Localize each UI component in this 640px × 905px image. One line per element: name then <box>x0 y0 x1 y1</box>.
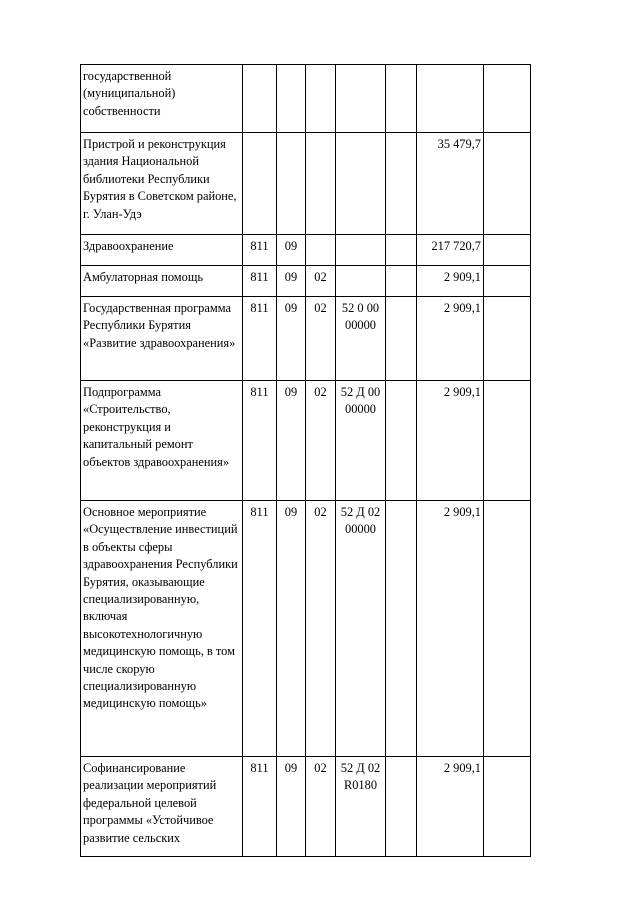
ministry-code <box>243 65 277 133</box>
subsection-code <box>306 133 336 235</box>
budget-table <box>80 64 531 857</box>
section-code: 09 <box>277 297 306 381</box>
target-article-code: 52 Д 02 00000 <box>336 501 386 757</box>
amount: 2 909,1 <box>417 297 484 381</box>
row-name: Основное мероприятие «Осуществление инвестиций в объекты сферы здравоохранения Республики Бурятия, оказывающие специализированную, включая высокотехнологичную медицинскую помощь, в том числе скорую специализированную медицинскую помощь» <box>81 501 243 757</box>
target-article-code <box>336 133 386 235</box>
section-code: 09 <box>277 757 306 857</box>
table-row <box>81 133 531 235</box>
row-name: Подпрограмма «Строительство, реконструкция и капитальный ремонт объектов здравоохранения» <box>81 381 243 501</box>
subsection-code: 02 <box>306 266 336 297</box>
target-article-code: 52 0 00 00000 <box>336 297 386 381</box>
amount: 217 720,7 <box>417 235 484 266</box>
target-article-code <box>336 65 386 133</box>
row-name: Софинансирование реализации мероприятий федеральной целевой программы «Устойчивое развитие сельских <box>81 757 243 857</box>
extra-cell <box>484 381 531 501</box>
table-row <box>81 65 531 133</box>
amount <box>417 65 484 133</box>
amount: 2 909,1 <box>417 501 484 757</box>
expense-type-code <box>386 501 417 757</box>
target-article-code <box>336 235 386 266</box>
section-code <box>277 65 306 133</box>
subsection-code <box>306 65 336 133</box>
row-name: Амбулаторная помощь <box>81 266 243 297</box>
expense-type-code <box>386 297 417 381</box>
table-row <box>81 757 531 857</box>
subsection-code: 02 <box>306 757 336 857</box>
subsection-code: 02 <box>306 501 336 757</box>
table-row <box>81 381 531 501</box>
expense-type-code <box>386 381 417 501</box>
amount: 35 479,7 <box>417 133 484 235</box>
section-code: 09 <box>277 266 306 297</box>
target-article-code: 52 Д 02 R0180 <box>336 757 386 857</box>
extra-cell <box>484 757 531 857</box>
extra-cell <box>484 65 531 133</box>
expense-type-code <box>386 133 417 235</box>
section-code: 09 <box>277 501 306 757</box>
row-name: Здравоохранение <box>81 235 243 266</box>
ministry-code: 811 <box>243 501 277 757</box>
ministry-code: 811 <box>243 297 277 381</box>
expense-type-code <box>386 266 417 297</box>
row-name: государственной (муниципальной) собственности <box>81 65 243 133</box>
section-code: 09 <box>277 381 306 501</box>
ministry-code: 811 <box>243 266 277 297</box>
ministry-code: 811 <box>243 381 277 501</box>
ministry-code <box>243 133 277 235</box>
amount: 2 909,1 <box>417 381 484 501</box>
extra-cell <box>484 297 531 381</box>
expense-type-code <box>386 757 417 857</box>
extra-cell <box>484 266 531 297</box>
subsection-code: 02 <box>306 381 336 501</box>
extra-cell <box>484 501 531 757</box>
amount: 2 909,1 <box>417 266 484 297</box>
table-row <box>81 266 531 297</box>
subsection-code: 02 <box>306 297 336 381</box>
subsection-code <box>306 235 336 266</box>
extra-cell <box>484 235 531 266</box>
extra-cell <box>484 133 531 235</box>
target-article-code <box>336 266 386 297</box>
expense-type-code <box>386 235 417 266</box>
table-row <box>81 297 531 381</box>
ministry-code: 811 <box>243 235 277 266</box>
row-name: Государственная программа Республики Бурятия «Развитие здравоохранения» <box>81 297 243 381</box>
table-row <box>81 235 531 266</box>
target-article-code: 52 Д 00 00000 <box>336 381 386 501</box>
table-row <box>81 501 531 757</box>
expense-type-code <box>386 65 417 133</box>
section-code <box>277 133 306 235</box>
ministry-code: 811 <box>243 757 277 857</box>
amount: 2 909,1 <box>417 757 484 857</box>
section-code: 09 <box>277 235 306 266</box>
row-name: Пристрой и реконструкция здания Национальной библиотеки Республики Бурятия в Советском районе, г. Улан-Удэ <box>81 133 243 235</box>
